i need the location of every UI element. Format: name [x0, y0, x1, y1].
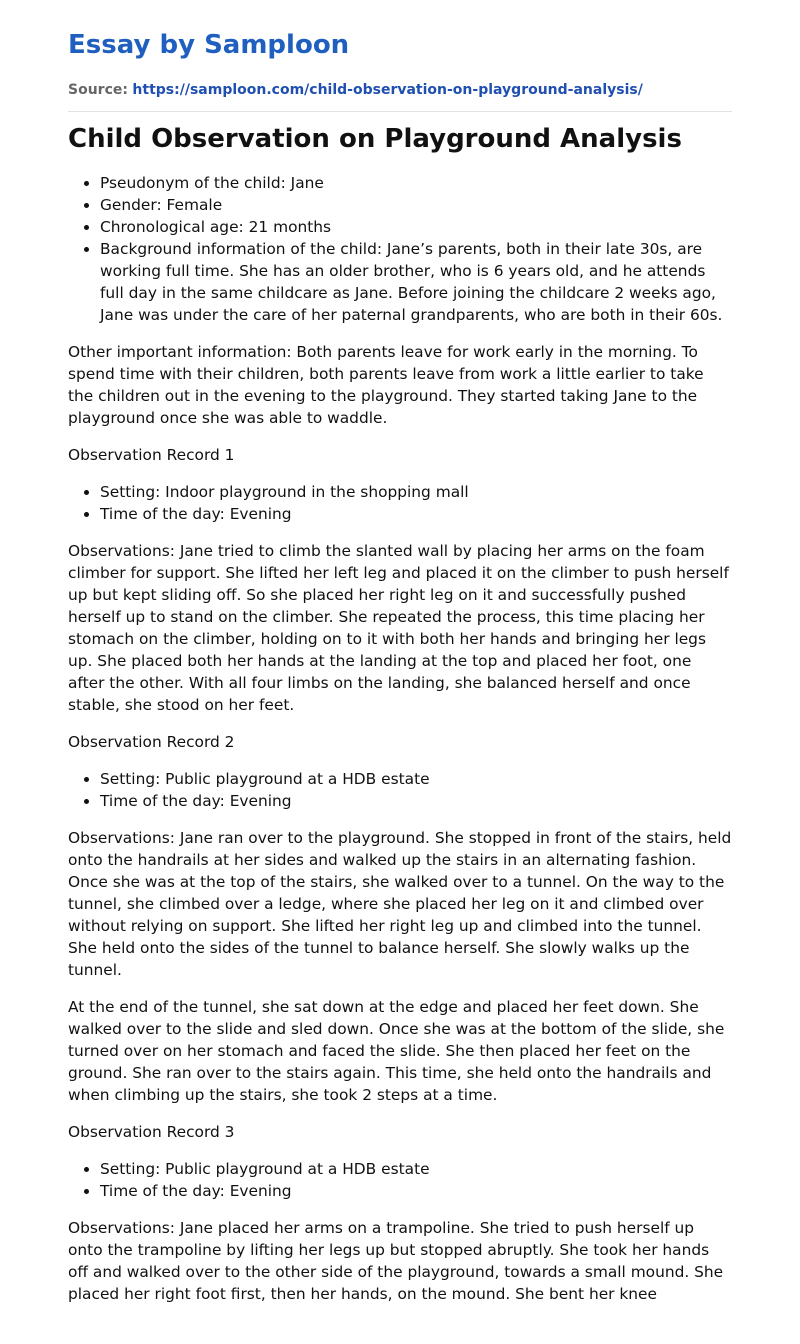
source-label: Source: — [68, 82, 128, 98]
record-2-observations: Observations: Jane ran over to the playground. She stopped in front of the stairs, held onto the handrails at her sides and walked up the stairs in an alternating fashion. Once she was at the top of the stairs, she walked over to a tunnel. On the way to the tunnel, she climbed over a ledge, where she placed her leg on it and climbed over without relying on support. She lifted her right leg up and climbed into the tunnel. She held onto the sides of the tunnel to balance herself. She slowly walks up the tunnel. — [68, 829, 732, 979]
record-1-heading: Observation Record 1 — [68, 446, 235, 464]
other-info-paragraph: Other important information: Both parents leave for work early in the morning. To spend time with their children, both parents leave from work a little earlier to take the children out in the evening to the playground. They started taking Jane to the playground once she was able to waddle. — [68, 343, 704, 427]
list-item: • Setting: Public playground at a HDB estate — [100, 1158, 732, 1180]
record-3-heading: Observation Record 3 — [68, 1123, 235, 1141]
list-item: • Background information of the child: Jane’s parents, both in their late 30s, are working full time. She has an older brother, who is 6 years old, and he attends full day in the same childcare as Jane. Before joining the childcare 2 weeks ago, Jane was under the care of her paternal grandparents, who are both in their 60s. — [100, 238, 732, 326]
record-3-bullet-list — [68, 1158, 732, 1202]
site-title: Essay by Samploon — [68, 30, 350, 60]
header-divider — [68, 111, 732, 112]
record-2-bullet-list — [68, 768, 732, 812]
list-item: • Gender: Female — [100, 194, 732, 216]
list-item: • Setting: Indoor playground in the shopping mall — [100, 481, 732, 503]
source-line — [68, 80, 732, 100]
list-item: • Setting: Public playground at a HDB estate — [100, 768, 732, 790]
record-2-continuation: At the end of the tunnel, she sat down at the edge and placed her feet down. She walked over to the slide and sled down. Once she was at the bottom of the slide, she turned over on her stomach and faced the slide. She then placed her feet on the ground. She ran over to the stairs again. This time, she held onto the handrails and when climbing up the stairs, she took 2 steps at a time. — [68, 998, 725, 1104]
record-2-heading: Observation Record 2 — [68, 733, 235, 751]
essay-body — [68, 172, 732, 1305]
list-item: • Pseudonym of the child: Jane — [100, 172, 732, 194]
source-link[interactable]: https://samploon.com/child-observation-on-playground-analysis/ — [132, 82, 643, 98]
list-item: • Time of the day: Evening — [100, 503, 732, 525]
intro-bullet-list — [68, 172, 732, 326]
essay-title: Child Observation on Playground Analysis — [68, 124, 682, 154]
record-3-observations: Observations: Jane placed her arms on a trampoline. She tried to push herself up onto the trampoline by lifting her legs up but stopped abruptly. She took her hands off and walked over to the other side of the playground, towards a small mound. She placed her right foot first, then her hands, on the mound. She bent her knee — [68, 1219, 724, 1303]
record-1-observations: Observations: Jane tried to climb the slanted wall by placing her arms on the foam climber for support. She lifted her left leg and placed it on the climber to push herself up but kept sliding off. So she placed her right leg on it and successfully pushed herself up to stand on the climber. She repeated the process, this time placing her stomach on the climber, holding on to it with both her hands and bringing her legs up. She placed both her hands at the landing at the top and placed her foot, one after the other. With all four limbs on the landing, she balanced herself and once stable, she stood on her feet. — [68, 542, 729, 714]
record-1-bullet-list — [68, 481, 732, 525]
list-item: • Time of the day: Evening — [100, 1180, 732, 1202]
list-item: • Chronological age: 21 months — [100, 216, 732, 238]
list-item: • Time of the day: Evening — [100, 790, 732, 812]
